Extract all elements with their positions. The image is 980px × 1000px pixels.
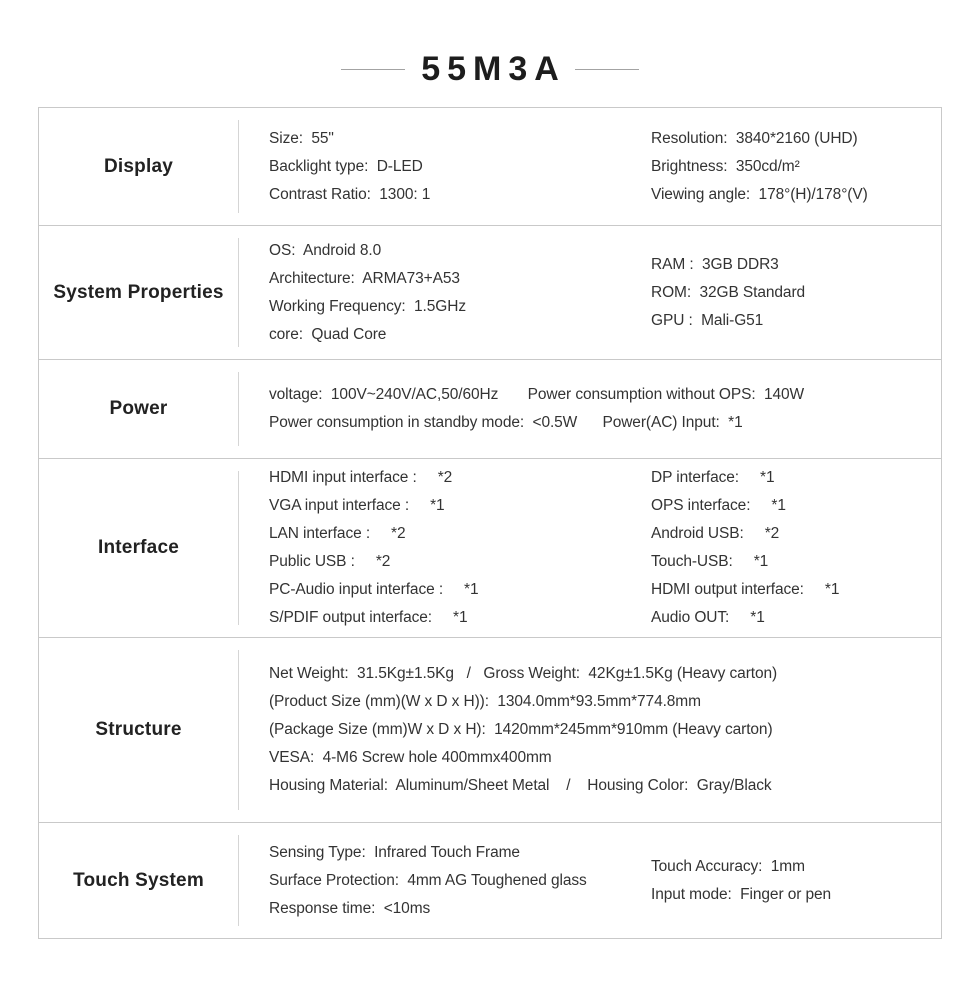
- spec-line: LAN interface : *2: [269, 525, 406, 542]
- spec-column: [269, 839, 651, 923]
- page-title: 55M3A: [421, 49, 566, 88]
- spec-column: [651, 251, 933, 335]
- spec-line: Input mode: Finger or pen: [651, 885, 832, 903]
- spec-line: (Package Size (mm)W x D x H): 1420mm*245mm*910mm (Heavy carton): [269, 721, 773, 738]
- spec-line: VGA input interface : *1: [269, 497, 445, 514]
- spec-line: (Product Size (mm)(W x D x H)): 1304.0mm*93.5mm*774.8mm: [269, 693, 701, 710]
- row-content: [239, 226, 941, 359]
- spec-column: [269, 381, 804, 437]
- spec-line: ROM: 32GB Standard: [651, 283, 806, 301]
- spec-row-system-properties: [39, 225, 941, 359]
- spec-line: voltage: 100V~240V/AC,50/60Hz Power consumption without OPS: 140W: [269, 386, 805, 403]
- page-title-block: [0, 0, 980, 92]
- spec-column: [269, 125, 651, 209]
- spec-line: Viewing angle: 178°(H)/178°(V): [651, 185, 868, 203]
- spec-line: Power consumption in standby mode: <0.5W Power(AC) Input: *1: [269, 414, 743, 431]
- spec-line: Housing Material: Aluminum/Sheet Metal / Housing Color: Gray/Black: [269, 777, 772, 794]
- spec-line: Touch-USB: *1: [651, 553, 769, 570]
- spec-line: S/PDIF output interface: *1: [269, 609, 468, 626]
- spec-line: Response time: <10ms: [269, 899, 431, 917]
- spec-line: Size: 55": [269, 129, 334, 147]
- spec-line: Android USB: *2: [651, 525, 780, 542]
- spec-row-power: [39, 359, 941, 458]
- spec-row-structure: [39, 637, 941, 822]
- spec-column: [651, 125, 933, 209]
- row-content: [239, 638, 941, 822]
- spec-row-interface: [39, 458, 941, 637]
- spec-line: HDMI input interface : *2: [269, 469, 453, 486]
- spec-column: [651, 464, 933, 632]
- spec-line: Public USB : *2: [269, 553, 391, 570]
- spec-line: Contrast Ratio: 1300: 1: [269, 185, 431, 203]
- row-label-touch-system: Touch System: [73, 869, 204, 891]
- spec-column: [269, 237, 651, 349]
- row-label-power: Power: [109, 398, 168, 419]
- spec-line: Audio OUT: *1: [651, 609, 765, 626]
- spec-line: OPS interface: *1: [651, 497, 786, 514]
- spec-line: Brightness: 350cd/m²: [651, 157, 800, 175]
- spec-line: HDMI output interface: *1: [651, 581, 840, 598]
- spec-line: Resolution: 3840*2160 (UHD): [651, 129, 858, 147]
- row-content: [239, 108, 941, 225]
- spec-line: Net Weight: 31.5Kg±1.5Kg / Gross Weight: 42Kg±1.5Kg (Heavy carton): [269, 665, 778, 682]
- spec-line: Surface Protection: 4mm AG Toughened glass: [269, 871, 587, 889]
- spec-line: Touch Accuracy: 1mm: [651, 857, 805, 875]
- spec-line: RAM : 3GB DDR3: [651, 255, 779, 273]
- title-decor-line-left: [341, 69, 405, 70]
- spec-column: [651, 853, 933, 909]
- row-label-display: Display: [104, 155, 173, 177]
- row-content: [239, 459, 941, 637]
- spec-row-touch-system: [39, 822, 941, 938]
- spec-line: Working Frequency: 1.5GHz: [269, 297, 466, 315]
- spec-row-display: [39, 108, 941, 225]
- spec-column: [269, 660, 777, 800]
- spec-line: OS: Android 8.0: [269, 241, 382, 259]
- spec-line: core: Quad Core: [269, 325, 387, 343]
- spec-line: Backlight type: D-LED: [269, 157, 423, 175]
- row-label-interface: Interface: [97, 537, 179, 558]
- spec-line: PC-Audio input interface : *1: [269, 581, 479, 598]
- row-content: [239, 823, 941, 938]
- row-content: [239, 360, 941, 458]
- spec-line: DP interface: *1: [651, 469, 775, 486]
- row-label-structure: Structure: [95, 719, 182, 740]
- title-decor-line-right: [575, 69, 639, 70]
- row-label-system-properties: System Properties: [53, 281, 224, 303]
- spec-line: Sensing Type: Infrared Touch Frame: [269, 843, 520, 861]
- spec-line: GPU : Mali-G51: [651, 311, 764, 329]
- spec-line: VESA: 4-M6 Screw hole 400mmx400mm: [269, 749, 552, 766]
- spec-table: [38, 107, 942, 939]
- spec-line: Architecture: ARMA73+A53: [269, 269, 460, 287]
- spec-column: [269, 464, 651, 632]
